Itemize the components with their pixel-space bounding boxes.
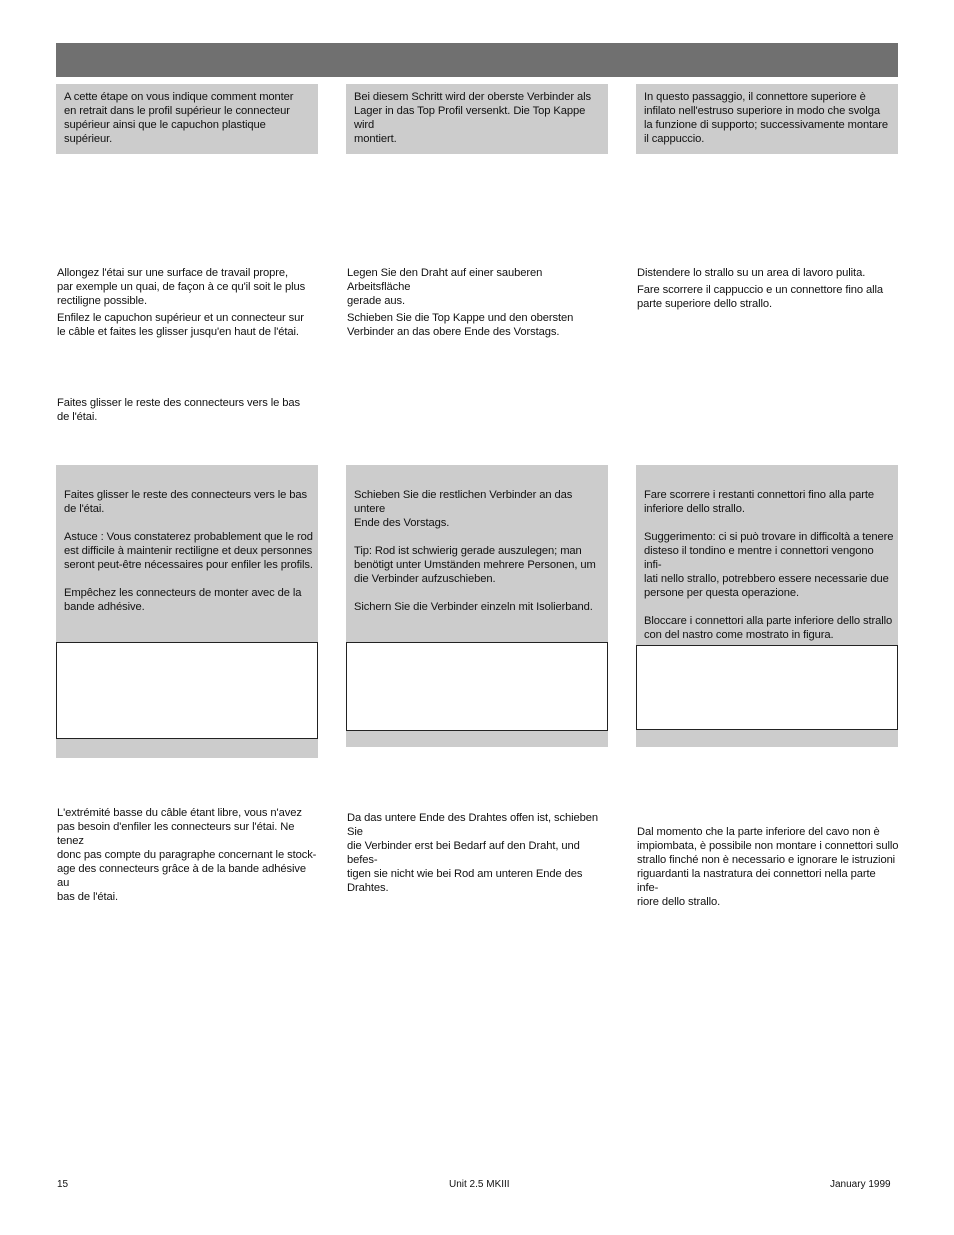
slide-paragraph: Tip: Rod ist schwierig gerade auszulegen; man benötigt unter Umständen mehrere Personen, um die Verbinder aufzuschieben. <box>354 545 596 585</box>
intro-text-it <box>644 90 894 146</box>
slide-text-fr <box>64 488 314 614</box>
footer-unit: Unit 2.5 MKIII <box>449 1179 510 1190</box>
cable-text-fr <box>57 806 319 904</box>
slide-text-de <box>354 488 604 614</box>
slide-paragraph: Suggerimento: ci si può trovare in difficoltà a tenere disteso il tondino e mentre i connettori vengono infi- lati nello strallo, potrebbero essere necessarie due persone per questa operazione. <box>644 531 894 599</box>
lay-paragraph: Allongez l'étai sur une surface de travail propre, par exemple un quai, de façon à ce qu'il soit le plus rectiligne possible. <box>57 267 306 307</box>
cable-paragraph: Dal momento che la parte inferiore del cavo non è impiombata, è possibile non montare i connettori sullo strallo finché non è necessario e ignorare le istruzioni riguardanti la nastratura dei connettori nella parte infe- riore dello strallo. <box>637 826 899 908</box>
lay-text-it <box>637 266 895 311</box>
intro-text-fr <box>64 90 314 146</box>
cable-text-it <box>637 825 899 909</box>
lay-paragraph: Enfilez le capuchon supérieur et un connecteur sur le câble et faites les glisser jusqu'en haut de l'étai. <box>57 312 304 338</box>
slide-text-it <box>644 488 894 642</box>
illustration-box-de <box>346 642 608 731</box>
lay-text-fr <box>57 266 315 339</box>
slide-paragraph: Empêchez les connecteurs de monter avec de la bande adhésive. <box>64 587 302 613</box>
lay-paragraph: Distendere lo strallo su un area di lavoro pulita. <box>637 267 866 279</box>
slide-paragraph: Schieben Sie die restlichen Verbinder an das untere Ende des Vorstags. <box>354 489 573 529</box>
slide-note-paragraph: Faites glisser le reste des connecteurs vers le bas de l'étai. <box>57 397 301 423</box>
page-number: 15 <box>57 1179 69 1190</box>
intro-paragraph: In questo passaggio, il connettore superiore è infilato nell'estruso superiore in modo che svolga la funzione di supporto; successivamente montare il cappuccio. <box>644 91 888 145</box>
cable-text-de <box>347 811 609 895</box>
intro-paragraph: Bei diesem Schritt wird der oberste Verbinder als Lager in das Top Profil versenkt. Die Top Kappe wird montiert. <box>354 91 591 145</box>
slide-paragraph: Astuce : Vous constaterez probablement que le rod est difficile à maintenir rectiligne et deux personnes seront peut-être nécessaires pour enfiler les profils. <box>64 531 313 571</box>
illustration-box-it <box>636 645 898 730</box>
slide-paragraph: Fare scorrere i restanti connettori fino alla parte inferiore dello strallo. <box>644 489 874 515</box>
header-bar <box>56 43 898 77</box>
slide-paragraph: Faites glisser le reste des connecteurs vers le bas de l'étai. <box>64 489 308 515</box>
lay-text-de <box>347 266 605 339</box>
lay-paragraph: Legen Sie den Draht auf einer sauberen Arbeitsfläche gerade aus. <box>347 267 543 307</box>
lay-paragraph: Schieben Sie die Top Kappe und den obersten Verbinder an das obere Ende des Vorstags. <box>347 312 574 338</box>
slide-paragraph: Bloccare i connettori alla parte inferiore dello strallo con del nastro come mostrato in figura. <box>644 615 893 641</box>
footer-date: January 1999 <box>830 1179 891 1190</box>
cable-paragraph: Da das untere Ende des Drahtes offen ist, schieben Sie die Verbinder erst bei Bedarf auf den Draht, und befes- tigen sie nicht wie bei Rod am unteren Ende des Drahtes. <box>347 812 599 894</box>
lay-paragraph: Fare scorrere il cappuccio e un connettore fino alla parte superiore dello strallo. <box>637 284 884 310</box>
slide-paragraph: Sichern Sie die Verbinder einzeln mit Isolierband. <box>354 601 593 613</box>
intro-paragraph: A cette étape on vous indique comment monter en retrait dans le profil supérieur le connecteur supérieur ainsi que le capuchon plastique supérieur. <box>64 91 294 145</box>
intro-text-de <box>354 90 604 146</box>
fr-slide-note <box>57 396 315 424</box>
illustration-box-fr <box>56 642 318 739</box>
cable-paragraph: L'extrémité basse du câble étant libre, vous n'avez pas besoin d'enfiler les connecteurs sur l'étai. Ne tenez donc pas compte du paragraphe concernant le stock- age des connecteurs grâce à de la bande adhésive au bas de l'étai. <box>57 807 317 903</box>
